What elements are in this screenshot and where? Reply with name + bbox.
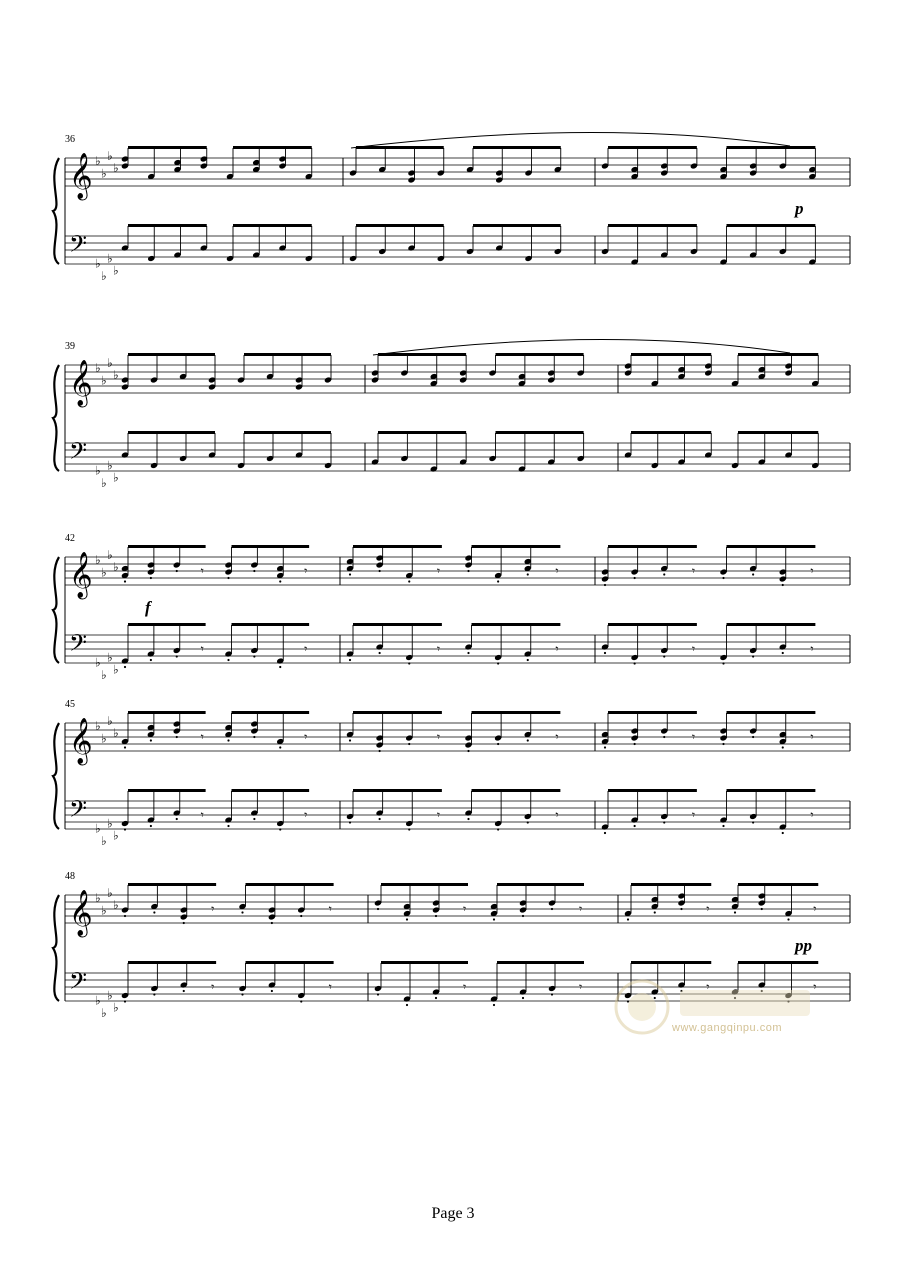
rest-icon: 𝄾 [579, 980, 583, 994]
beam [244, 353, 331, 356]
beam [381, 883, 468, 886]
beam [631, 353, 711, 356]
flat-icon: ♭ [101, 475, 107, 490]
staccato-dot [604, 746, 606, 748]
rest-icon: 𝄾 [436, 564, 441, 578]
staccato-dot [406, 1004, 408, 1006]
staccato-dot [349, 573, 351, 575]
rest-icon: 𝄾 [304, 730, 308, 744]
rest-icon: 𝄾 [706, 980, 710, 994]
rest-icon: 𝄾 [813, 980, 817, 994]
beam [378, 353, 466, 356]
flat-icon: ♭ [107, 458, 113, 473]
flat-icon: ♭ [101, 373, 107, 388]
staccato-dot [279, 666, 281, 668]
system-1 [53, 132, 850, 282]
staccato-dot [497, 828, 499, 830]
staccato-dot [497, 743, 499, 745]
rest-icon: 𝄾 [463, 980, 467, 994]
dynamic-marking: p [795, 199, 804, 218]
beam [738, 883, 818, 886]
rest-icon: 𝄾 [200, 730, 204, 744]
flat-icon: ♭ [107, 251, 113, 266]
watermark-text: www.gangqinpu.com [672, 1022, 783, 1034]
staccato-dot [493, 1004, 495, 1006]
flat-icon: ♭ [107, 713, 113, 728]
staccato-dot [124, 666, 126, 668]
staccato-dot [279, 746, 281, 748]
bass-staff [65, 437, 850, 490]
staccato-dot [663, 736, 665, 738]
staccato-dot [722, 743, 724, 745]
staccato-dot [227, 739, 229, 741]
beam [128, 789, 206, 792]
beam [727, 789, 816, 792]
flat-icon: ♭ [113, 263, 119, 278]
rest-icon: 𝄾 [555, 564, 559, 578]
staccato-dot [408, 662, 410, 664]
beam [232, 545, 310, 548]
staccato-dot [408, 743, 410, 745]
treble-staff [65, 356, 850, 408]
system-3 [53, 533, 850, 682]
rest-icon: 𝄾 [436, 808, 441, 822]
flat-icon: ♭ [113, 1000, 119, 1015]
staccato-dot [176, 736, 178, 738]
beam [233, 146, 312, 149]
brace [53, 723, 59, 829]
beam [738, 431, 818, 434]
measure-number: 39 [65, 341, 75, 352]
staccato-dot [377, 993, 379, 995]
rest-icon: 𝄾 [579, 902, 583, 916]
staccato-dot [349, 659, 351, 661]
beam [128, 623, 206, 626]
staccato-dot [782, 584, 784, 586]
staccato-dot [124, 580, 126, 582]
staccato-dot [300, 915, 302, 917]
rest-icon: 𝄾 [328, 902, 332, 916]
beam [128, 545, 206, 548]
staccato-dot [408, 580, 410, 582]
beam [727, 623, 816, 626]
beam [608, 224, 697, 227]
rest-icon: 𝄾 [304, 808, 308, 822]
staccato-dot [634, 577, 636, 579]
staccato-dot [467, 750, 469, 752]
staccato-dot [522, 997, 524, 999]
staccato-dot [752, 821, 754, 823]
flat-icon: ♭ [113, 898, 119, 912]
beam [353, 545, 442, 548]
beam [738, 353, 818, 356]
slur [373, 339, 790, 355]
flat-icon: ♭ [101, 565, 107, 580]
measure-number: 36 [65, 134, 75, 145]
flat-icon: ♭ [101, 833, 107, 848]
beam [381, 961, 468, 964]
flat-icon: ♭ [113, 828, 119, 843]
staccato-dot [734, 911, 736, 913]
staccato-dot [527, 573, 529, 575]
bass-clef-icon: 𝄢 [69, 967, 88, 1000]
staccato-dot [497, 580, 499, 582]
beam [631, 883, 711, 886]
beam [608, 146, 697, 149]
bass-staff [65, 230, 850, 283]
treble-clef-icon: 𝄞 [69, 552, 93, 598]
beam [128, 711, 206, 714]
rest-icon: 𝄾 [211, 980, 215, 994]
flat-icon: ♭ [101, 268, 107, 283]
flat-icon: ♭ [95, 993, 101, 1008]
rest-icon: 𝄾 [706, 902, 710, 916]
bass-clef-icon: 𝄢 [69, 437, 88, 470]
staccato-dot [150, 577, 152, 579]
flat-icon: ♭ [107, 988, 113, 1003]
staccato-dot [467, 818, 469, 820]
beam [496, 353, 584, 356]
beam [128, 431, 215, 434]
bass-staff [65, 629, 850, 682]
flat-icon: ♭ [113, 161, 119, 175]
measure-number: 48 [65, 871, 75, 882]
beam [497, 883, 584, 886]
staccato-dot [271, 990, 273, 992]
rest-icon: 𝄾 [691, 730, 696, 744]
staccato-dot [527, 659, 529, 661]
beam [128, 883, 216, 886]
beam [244, 431, 331, 434]
rest-icon: 𝄾 [200, 808, 204, 822]
brace [53, 158, 59, 264]
staccato-dot [253, 736, 255, 738]
staccato-dot [435, 915, 437, 917]
rest-icon: 𝄾 [810, 642, 814, 656]
staccato-dot [379, 818, 381, 820]
beam [246, 883, 334, 886]
staccato-dot [435, 997, 437, 999]
staccato-dot [634, 825, 636, 827]
staccato-dot [467, 652, 469, 654]
staccato-dot [782, 832, 784, 834]
beam [472, 623, 561, 626]
staccato-dot [522, 915, 524, 917]
brace [53, 365, 59, 471]
staccato-dot [349, 821, 351, 823]
beam [472, 711, 561, 714]
flat-icon: ♭ [107, 355, 113, 370]
rest-icon: 𝄾 [328, 980, 332, 994]
brace [53, 557, 59, 663]
beam [473, 146, 561, 149]
staccato-dot [176, 818, 178, 820]
staccato-dot [527, 739, 529, 741]
staccato-dot [379, 750, 381, 752]
flat-icon: ♭ [95, 463, 101, 478]
staccato-dot [752, 573, 754, 575]
staccato-dot [782, 652, 784, 654]
staccato-dot [654, 911, 656, 913]
beam [356, 224, 444, 227]
staccato-dot [680, 908, 682, 910]
flat-icon: ♭ [107, 148, 113, 163]
staccato-dot [153, 993, 155, 995]
rest-icon: 𝄾 [200, 642, 204, 656]
rest-icon: 𝄾 [436, 730, 441, 744]
staccato-dot [663, 573, 665, 575]
rest-icon: 𝄾 [304, 642, 308, 656]
staccato-dot [722, 577, 724, 579]
staccato-dot [663, 655, 665, 657]
flat-icon: ♭ [101, 903, 107, 918]
beam [497, 961, 584, 964]
dynamic-marking: pp [795, 936, 812, 955]
rest-icon: 𝄾 [436, 642, 441, 656]
staccato-dot [124, 828, 126, 830]
flat-icon: ♭ [107, 650, 113, 665]
flat-icon: ♭ [107, 816, 113, 831]
beam [353, 789, 442, 792]
beam [727, 224, 816, 227]
rest-icon: 𝄾 [810, 808, 814, 822]
staccato-dot [722, 662, 724, 664]
staccato-dot [253, 570, 255, 572]
staccato-dot [227, 659, 229, 661]
flat-icon: ♭ [95, 154, 101, 168]
treble-clef-icon: 𝄞 [69, 153, 93, 199]
staccato-dot [761, 908, 763, 910]
rest-icon: 𝄾 [463, 902, 467, 916]
staccato-dot [271, 922, 273, 924]
staccato-dot [604, 584, 606, 586]
staccato-dot [377, 908, 379, 910]
staccato-dot [551, 993, 553, 995]
rest-icon: 𝄾 [555, 808, 559, 822]
beam [232, 711, 310, 714]
slur [351, 132, 790, 148]
staccato-dot [467, 570, 469, 572]
staccato-dot [183, 990, 185, 992]
staccato-dot [279, 828, 281, 830]
beam [496, 431, 584, 434]
staccato-dot [241, 911, 243, 913]
staccato-dot [150, 739, 152, 741]
treble-clef-icon: 𝄞 [69, 360, 93, 406]
treble-staff [65, 149, 850, 201]
beam [727, 711, 816, 714]
flat-icon: ♭ [107, 547, 113, 562]
staccato-dot [379, 570, 381, 572]
flat-icon: ♭ [101, 166, 107, 181]
staccato-dot [153, 911, 155, 913]
beam [631, 961, 711, 964]
staccato-dot [150, 825, 152, 827]
rest-icon: 𝄾 [691, 642, 696, 656]
flat-icon: ♭ [101, 667, 107, 682]
staccato-dot [634, 662, 636, 664]
beam [353, 623, 442, 626]
flat-icon: ♭ [113, 368, 119, 382]
staccato-dot [527, 821, 529, 823]
flat-icon: ♭ [101, 1005, 107, 1020]
staccato-dot [300, 1000, 302, 1002]
staccato-dot [124, 1000, 126, 1002]
flat-icon: ♭ [107, 885, 113, 900]
rest-icon: 𝄾 [691, 564, 696, 578]
rest-icon: 𝄾 [691, 808, 696, 822]
bass-clef-icon: 𝄢 [69, 230, 88, 263]
staccato-dot [406, 918, 408, 920]
beam [356, 146, 444, 149]
staccato-dot [551, 908, 553, 910]
staccato-dot [124, 746, 126, 748]
beam [473, 224, 561, 227]
beam [472, 789, 561, 792]
staccato-dot [752, 655, 754, 657]
rest-icon: 𝄾 [810, 564, 814, 578]
flat-icon: ♭ [113, 662, 119, 677]
rest-icon: 𝄾 [810, 730, 814, 744]
rest-icon: 𝄾 [813, 902, 817, 916]
beam [246, 961, 334, 964]
flat-icon: ♭ [95, 361, 101, 375]
bass-clef-icon: 𝄢 [69, 629, 88, 662]
staccato-dot [241, 993, 243, 995]
staccato-dot [493, 918, 495, 920]
bass-clef-icon: 𝄢 [69, 795, 88, 828]
staccato-dot [183, 922, 185, 924]
beam [631, 431, 711, 434]
beam [353, 711, 442, 714]
treble-clef-icon: 𝄞 [69, 718, 93, 764]
treble-staff [65, 548, 850, 600]
system-4 [53, 699, 850, 848]
staccato-dot [279, 580, 281, 582]
staccato-dot [497, 662, 499, 664]
beam [608, 789, 697, 792]
beam [232, 623, 310, 626]
beam [608, 545, 697, 548]
measure-number: 42 [65, 533, 75, 544]
staccato-dot [787, 918, 789, 920]
flat-icon: ♭ [113, 470, 119, 485]
flat-icon: ♭ [95, 655, 101, 670]
beam [232, 789, 310, 792]
beam [738, 961, 818, 964]
beam [727, 146, 816, 149]
staccato-dot [604, 832, 606, 834]
beam [128, 961, 216, 964]
flat-icon: ♭ [101, 731, 107, 746]
staccato-dot [150, 659, 152, 661]
page-number: Page 3 [431, 1205, 475, 1222]
staccato-dot [253, 655, 255, 657]
beam [608, 711, 697, 714]
staccato-dot [627, 918, 629, 920]
staccato-dot [604, 652, 606, 654]
flat-icon: ♭ [95, 719, 101, 733]
staccato-dot [408, 828, 410, 830]
flat-icon: ♭ [95, 553, 101, 567]
rest-icon: 𝄾 [555, 730, 559, 744]
system-2 [53, 339, 850, 489]
beam [727, 545, 816, 548]
rest-icon: 𝄾 [211, 902, 215, 916]
measure-number: 45 [65, 699, 75, 710]
staccato-dot [752, 736, 754, 738]
beam [472, 545, 561, 548]
beam [128, 224, 207, 227]
beam [378, 431, 466, 434]
flat-icon: ♭ [95, 821, 101, 836]
dynamic-marking: f [145, 598, 151, 617]
flat-icon: ♭ [95, 256, 101, 271]
staccato-dot [634, 743, 636, 745]
staccato-dot [253, 818, 255, 820]
treble-staff [65, 714, 850, 766]
brace [53, 895, 59, 1001]
staccato-dot [176, 570, 178, 572]
staccato-dot [176, 655, 178, 657]
staccato-dot [227, 825, 229, 827]
treble-clef-icon: 𝄞 [69, 890, 93, 936]
staccato-dot [663, 821, 665, 823]
rest-icon: 𝄾 [555, 642, 559, 656]
staccato-dot [124, 915, 126, 917]
staccato-dot [722, 825, 724, 827]
rest-icon: 𝄾 [304, 564, 308, 578]
beam [128, 353, 215, 356]
staccato-dot [379, 652, 381, 654]
rest-icon: 𝄾 [200, 564, 204, 578]
bass-staff [65, 795, 850, 848]
staccato-dot [227, 577, 229, 579]
flat-icon: ♭ [95, 891, 101, 905]
staccato-dot [349, 739, 351, 741]
beam [233, 224, 312, 227]
flat-icon: ♭ [113, 726, 119, 740]
beam [128, 146, 207, 149]
staccato-dot [782, 746, 784, 748]
beam [608, 623, 697, 626]
flat-icon: ♭ [113, 560, 119, 574]
